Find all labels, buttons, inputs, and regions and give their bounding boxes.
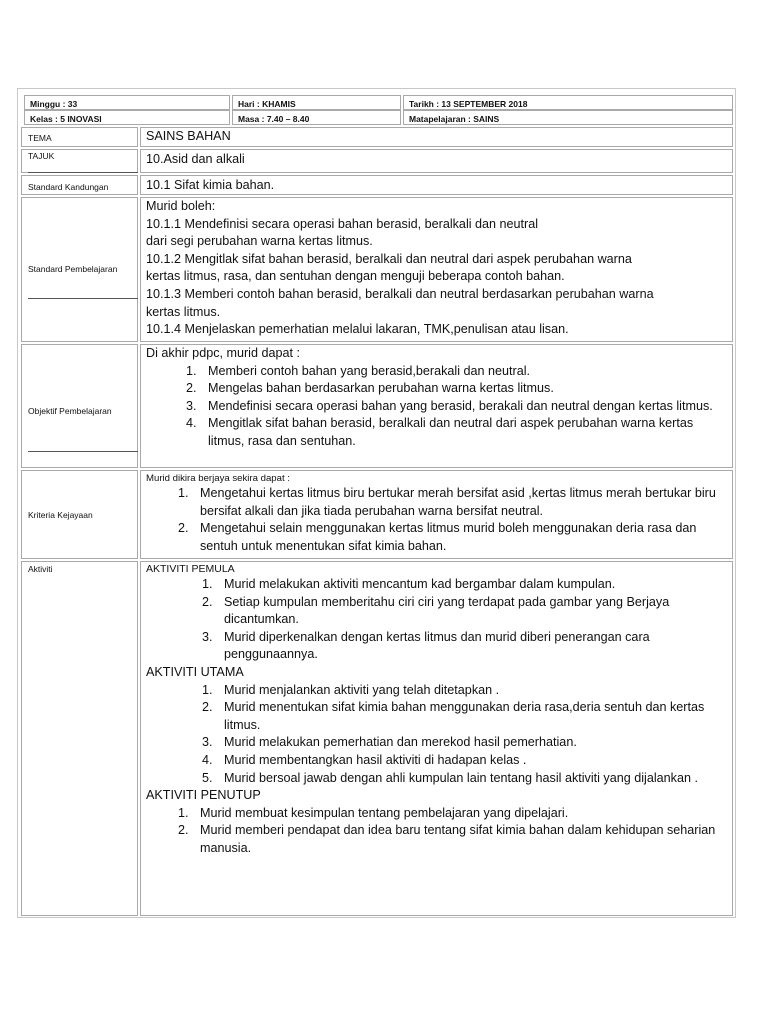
- utama-item: 4. Murid membentangkan hasil aktiviti di hadapan kelas .: [216, 752, 732, 770]
- matapelajaran-cell: [403, 110, 733, 125]
- utama-title: AKTIVITI UTAMA: [146, 664, 244, 679]
- objektif-item: 3. Mendefinisi secara operasi bahan yang berasid, berakali dan neutral dengan kertas litmus.: [200, 398, 732, 416]
- pemula-title: AKTIVITI PEMULA: [146, 563, 235, 575]
- kriteria-intro: Murid dikira berjaya sekira dapat :: [146, 473, 290, 484]
- sp-line: 10.1.1 Mendefinisi secara operasi bahan berasid, beralkali dan neutral: [146, 216, 539, 231]
- objektif-item: 1. Memberi contoh bahan yang berasid,berakali dan neutral.: [200, 363, 732, 381]
- aktiviti-label: Aktiviti: [28, 564, 53, 574]
- sp-line: 10.1.4 Menjelaskan pemerhatian melalui lakaran, TMK,penulisan atau lisan.: [146, 322, 569, 337]
- masa-text: Masa : 7.40 – 8.40: [238, 114, 310, 124]
- masa-cell: [232, 110, 401, 125]
- sp-line: 10.1.3 Memberi contoh bahan berasid, beralkali dan neutral berdasarkan perubahan warna: [146, 286, 654, 301]
- penutup-item: 1. Murid membuat kesimpulan tentang pembelajaran yang dipelajari.: [192, 805, 732, 823]
- tajuk-value-cell: [140, 149, 733, 173]
- tema-value: SAINS BAHAN: [146, 129, 231, 143]
- utama-item: 2. Murid menentukan sifat kimia bahan menggunakan deria rasa,deria sentuh dan kertas litmus.: [216, 699, 732, 734]
- objektif-list: [146, 363, 732, 451]
- objektif-value-cell: [140, 344, 733, 468]
- aktiviti-value-cell: [140, 561, 733, 916]
- standard-kandungan-value: 10.1 Sifat kimia bahan.: [146, 178, 275, 192]
- standard-pembelajaran-label-cell: [21, 197, 138, 342]
- sp-line: kertas litmus.: [146, 304, 221, 319]
- standard-kandungan-label-cell: [21, 175, 138, 195]
- utama-item: 1. Murid menjalankan aktiviti yang telah ditetapkan .: [216, 682, 732, 700]
- tema-value-cell: [140, 127, 733, 147]
- sp-line: kertas litmus, rasa, dan sentuhan dengan menguji beberapa contoh bahan.: [146, 269, 565, 284]
- tarikh-text: Tarikh : 13 SEPTEMBER 2018: [409, 99, 528, 109]
- hari-text: Hari : KHAMIS: [238, 99, 296, 109]
- sp-underline: [28, 298, 138, 299]
- penutup-item: 2. Murid memberi pendapat dan idea baru tentang sifat kimia bahan dalam kehidupan seharian manusia.: [192, 822, 732, 857]
- tajuk-label-cell: [21, 149, 138, 173]
- kriteria-list: [146, 485, 732, 555]
- pemula-item: 1. Murid melakukan aktiviti mencantum kad bergambar dalam kumpulan.: [216, 576, 732, 594]
- utama-item: 3. Murid melakukan pemerhatian dan merekod hasil pemerhatian.: [216, 734, 732, 752]
- pemula-list: [146, 576, 732, 664]
- kelas-text: Kelas : 5 INOVASI: [30, 114, 102, 124]
- kelas-cell: [24, 110, 230, 125]
- hari-cell: [232, 95, 401, 110]
- objektif-label-cell: [21, 344, 138, 468]
- tajuk-label: TAJUK: [28, 151, 55, 161]
- pemula-item: 2. Setiap kumpulan memberitahu ciri ciri yang terdapat pada gambar yang Berjaya dicantumkan.: [216, 594, 732, 629]
- tajuk-value: 10.Asid dan alkali: [146, 152, 245, 166]
- sp-line: Murid boleh:: [146, 199, 216, 213]
- tema-label: TEMA: [28, 133, 52, 143]
- tarikh-cell: [403, 95, 733, 110]
- kriteria-value-cell: [140, 470, 733, 559]
- kriteria-item: 1. Mengetahui kertas litmus biru bertukar merah bersifat asid ,kertas litmus merah bertukar biru bersifat alkali dan jika tiada perubahan warna bersifat neutral.: [192, 485, 732, 520]
- standard-pembelajaran-value-cell: [140, 197, 733, 342]
- kriteria-label-cell: [21, 470, 138, 559]
- penutup-title: AKTIVITI PENUTUP: [146, 788, 261, 803]
- matapelajaran-text: Matapelajaran : SAINS: [409, 114, 500, 124]
- objektif-label: Objektif Pembelajaran: [28, 406, 112, 416]
- utama-list: [146, 682, 732, 788]
- standard-kandungan-value-cell: [140, 175, 733, 195]
- tajuk-underline: [28, 172, 138, 173]
- kriteria-label: Kriteria Kejayaan: [28, 510, 93, 520]
- objektif-intro: Di akhir pdpc, murid dapat :: [146, 346, 300, 360]
- standard-kandungan-label: Standard Kandungan: [28, 182, 109, 192]
- pemula-item: 3. Murid diperkenalkan dengan kertas litmus dan murid diberi penerangan cara penggunaannya.: [216, 629, 732, 664]
- minggu-cell: [24, 95, 230, 110]
- sp-line: dari segi perubahan warna kertas litmus.: [146, 234, 373, 249]
- minggu-text: Minggu : 33: [30, 99, 78, 109]
- aktiviti-label-cell: [21, 561, 138, 916]
- tema-label-cell: [21, 127, 138, 147]
- sp-line: 10.1.2 Mengitlak sifat bahan berasid, beralkali dan neutral dari aspek perubahan warna: [146, 251, 632, 266]
- objektif-underline: [28, 451, 138, 452]
- objektif-item: 4. Mengitlak sifat bahan berasid, beralkali dan neutral dari aspek perubahan warna kertas litmus, rasa dan sentuhan.: [200, 415, 732, 450]
- objektif-item: 2. Mengelas bahan berdasarkan perubahan warna kertas litmus.: [200, 380, 732, 398]
- penutup-list: [146, 805, 732, 858]
- utama-item: 5. Murid bersoal jawab dengan ahli kumpulan lain tentang hasil aktiviti yang dijalankan .: [216, 770, 732, 788]
- standard-pembelajaran-label: Standard Pembelajaran: [28, 264, 118, 274]
- kriteria-item: 2. Mengetahui selain menggunakan kertas litmus murid boleh menggunakan deria rasa dan sentuh untuk menentukan sifat kimia bahan.: [192, 520, 732, 555]
